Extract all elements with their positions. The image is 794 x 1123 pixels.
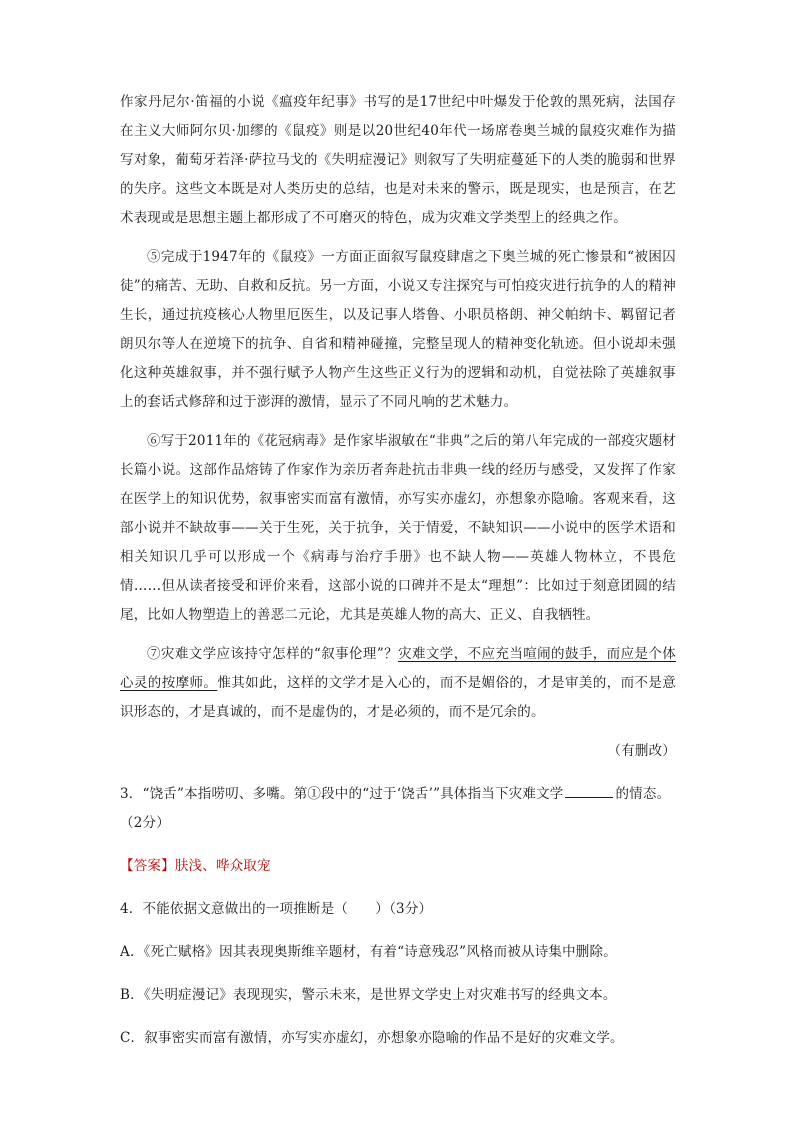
answer-text: 肤浅、哗众取宠 <box>174 858 271 874</box>
question-3 <box>120 780 676 838</box>
option-a-text: 《死亡赋格》因其表现奥斯维辛题材，有着“诗意残忍”风格而被从诗集中删除。 <box>143 944 617 960</box>
paragraph-7-underlined: 灾难文学，不应充当喧闹的鼓手，而应是个体心灵的按摩师。 <box>120 646 677 691</box>
answer-blank[interactable] <box>565 783 613 798</box>
option-b-label: B． <box>120 987 144 1003</box>
paragraph-7-lead: ⑦灾难文学应该持守怎样的“叙事伦理”？ <box>147 646 399 662</box>
option-c[interactable] <box>120 1024 676 1053</box>
paragraph-5: ⑤完成于1947年的《鼠疫》一方面正面叙写鼠疫肆虐之下奥兰城的死亡惨景和“被困囚徒”的痛苦、无助、自救和反抗。另一方面，小说又专注探究与可怕疫灾进行抗争的人的精神生长，通过抗疫核心人物里厄医生，以及记事人塔鲁、小职员格朗、神父帕纳卡、羁留记者朗贝尔等人在逆境下的抗争、自省和精神碰撞，完整呈现人的精神变化轨迹。但小说却未强化这种英雄叙事，并不强行赋予人物产生这些正义行为的逻辑和动机，自觉祛除了英雄叙事上的套话式修辞和过于澎湃的激情，显示了不同凡响的艺术魅力。 <box>120 249 676 410</box>
paragraph-intro: 作家丹尼尔·笛福的小说《瘟疫年纪事》书写的是17世纪中叶爆发于伦敦的黑死病，法国存在主义大师阿尔贝·加缪的《鼠疫》则是以20世纪40年代一场席卷奥兰城的鼠疫灾难作为描写对象，葡萄牙若泽·萨拉马戈的《失明症漫记》则叙写了失明症蔓延下的人类的脆弱和世界的失序。这些文本既是对人类历史的总结，也是对未来的警示，既是现实，也是预言，在艺术表现或是思想主题上都形成了不可磨灭的特色，成为灾难文学类型上的经典之作。 <box>120 94 676 226</box>
option-b-text: 《失明症漫记》表现现实，警示未来，是世界文学史上对灾难书写的经典文本。 <box>143 987 617 1003</box>
option-c-label: C． <box>120 1030 145 1046</box>
paragraph-6: ⑥写于2011年的《花冠病毒》是作家毕淑敏在“非典”之后的第八年完成的一部疫灾题材长篇小说。这部作品熔铸了作家作为亲历者奔赴抗击非典一线的经历与感受，又发挥了作家在医学上的知识优势，叙事密实而富有激情，亦写实亦虚幻，亦想象亦隐喻。客观来看，这部小说并不缺故事——关于生死，关于抗争，关于情爱，不缺知识——小说中的医学术语和相关知识几乎可以形成一个《病毒与治疗手册》也不缺人物——英雄人物林立，不畏危情……但从读者接受和评价来看，这部小说的口碑并不是太“理想”：比如过于刻意团圆的结尾，比如人物塑造上的善恶二元论，尤其是英雄人物的高大、正义、自我牺牲。 <box>120 433 676 623</box>
answer-tag: 【答案】 <box>120 858 175 874</box>
question-4: 4．不能依据文意做出的一项推断是（ ）（3分） <box>120 901 433 917</box>
paragraph-7 <box>120 640 676 727</box>
option-b[interactable] <box>120 981 676 1010</box>
option-c-text: 叙事密实而富有激情，亦写实亦虚幻，亦想象亦隐喻的作品不是好的灾难文学。 <box>144 1030 624 1046</box>
source-note: （有删改） <box>607 743 676 759</box>
option-a[interactable] <box>120 938 676 967</box>
answer-3 <box>120 852 676 881</box>
paragraph-7-tail: 惟其如此，这样的文学才是入心的，而不是媚俗的，才是审美的，而不是意识形态的，才是真诚的，而不是虚伪的，才是必须的，而不是冗余的。 <box>120 675 676 720</box>
document-page <box>120 88 676 1067</box>
question-3-text-after: 的情态。（2分） <box>120 786 671 831</box>
question-3-text-before: 3．“饶舌”本指唠叨、多嘴。第①段中的“过于‘饶舌’”具体指当下灾难文学 <box>120 786 564 802</box>
option-a-label: A． <box>120 944 144 960</box>
